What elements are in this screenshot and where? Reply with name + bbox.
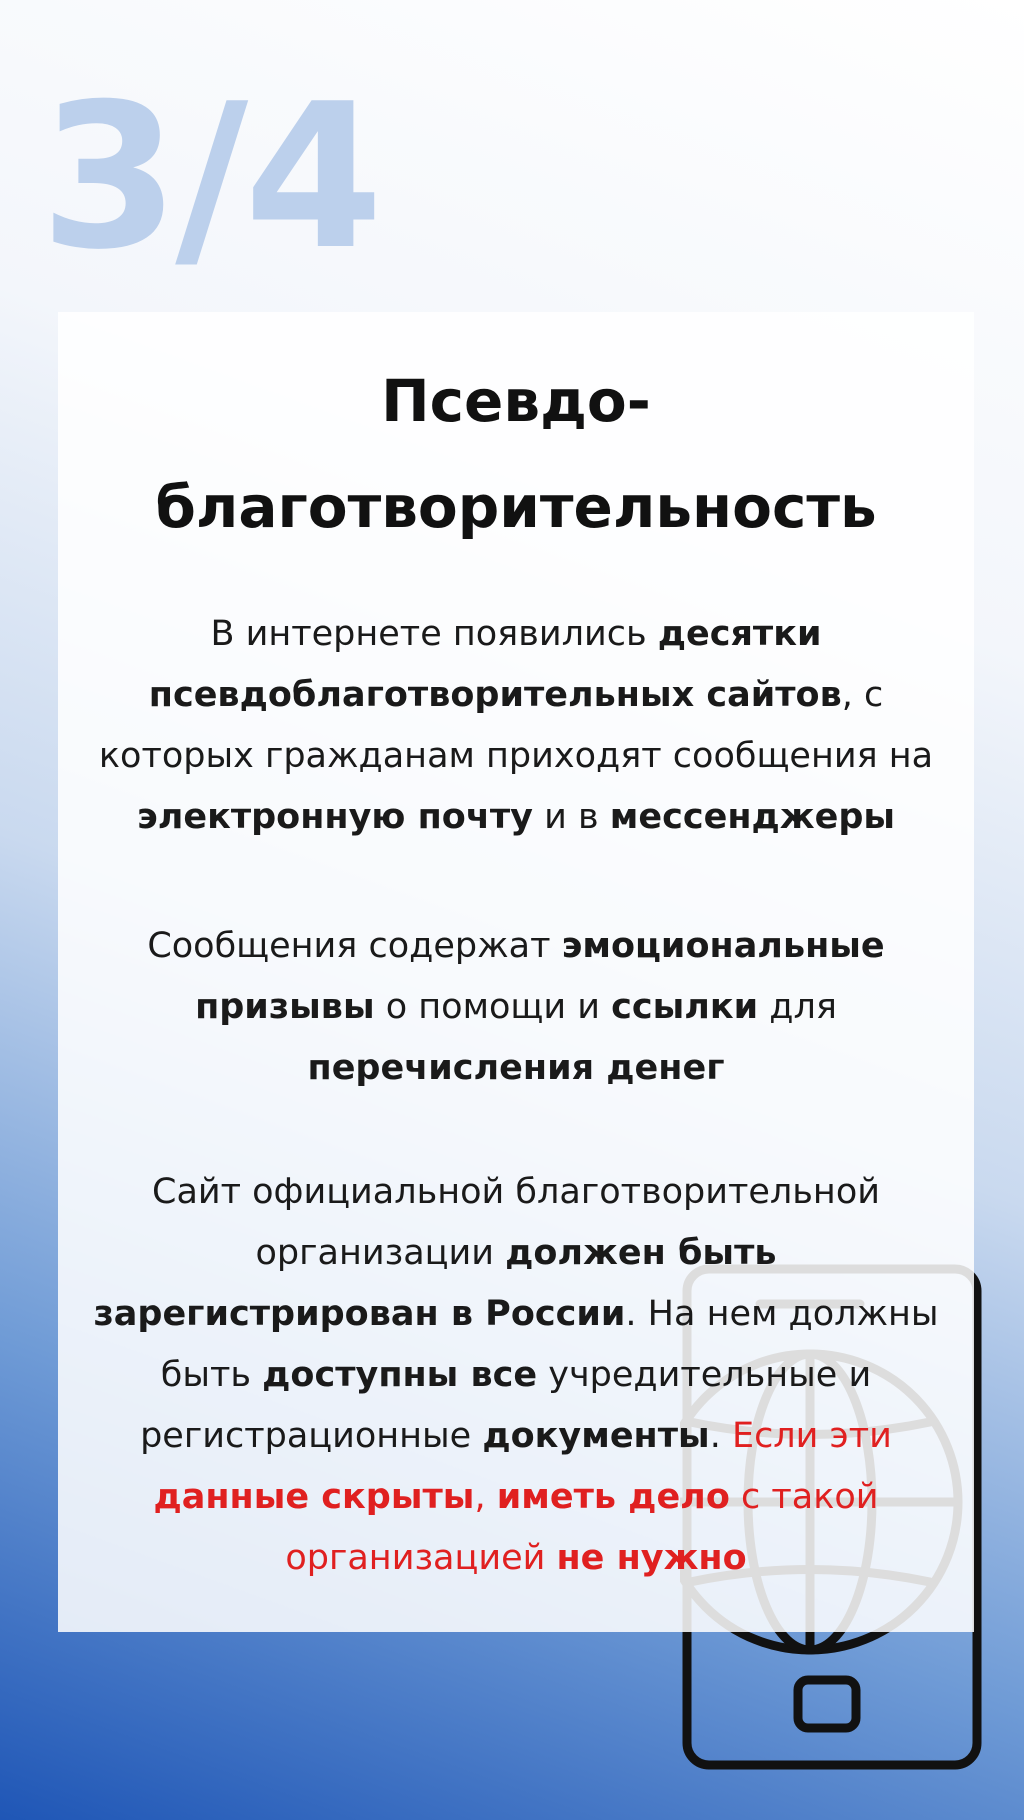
p3-text-4: . xyxy=(709,1416,732,1456)
p1-text-2: , с которых гражданам приходят сообщения на xyxy=(98,675,934,776)
page-title xyxy=(58,348,974,560)
p1-text-1: В интернете появились xyxy=(210,614,658,654)
p3-text-1: Сайт официальной благотворительной организации xyxy=(152,1172,880,1273)
p3-warning-bold-1: данные скрыты xyxy=(153,1477,475,1517)
p2-text-2: о помощи и xyxy=(374,987,612,1027)
p3-warning-text-1: Если эти xyxy=(731,1416,892,1456)
p3-warning-text-3: с такой организацией xyxy=(285,1477,879,1578)
p3-bold-3: документы xyxy=(482,1416,710,1456)
paragraph-2 xyxy=(78,916,954,1099)
p2-text-3: для xyxy=(758,987,837,1027)
title-line-2: благотворительность xyxy=(155,473,877,541)
p3-text-3: учредительные и регистрационные xyxy=(140,1355,872,1456)
p1-bold-2: электронную почту xyxy=(136,797,533,837)
paragraph-1 xyxy=(78,604,954,848)
p2-bold-2: ссылки xyxy=(611,987,759,1027)
title-line-1: Псевдо- xyxy=(381,367,651,435)
paragraph-3 xyxy=(78,1162,954,1589)
p2-bold-3: перечисления денег xyxy=(307,1048,725,1088)
content-card xyxy=(58,312,974,1632)
p3-text-2: . На нем должны быть xyxy=(160,1294,939,1395)
p3-warning-bold-3: не нужно xyxy=(556,1538,747,1578)
p3-warning-text-2: , xyxy=(474,1477,497,1517)
p3-warning-bold-2: иметь дело xyxy=(496,1477,730,1517)
page-number: 3/4 xyxy=(40,61,380,294)
p1-text-3: и в xyxy=(532,797,610,837)
p3-bold-2: доступны все xyxy=(262,1355,538,1395)
p1-bold-3: мессенджеры xyxy=(609,797,896,837)
p1-bold-1: десятки псевдоблаготворительных сайтов xyxy=(148,614,842,715)
p2-bold-1: эмоциональные призывы xyxy=(195,926,885,1027)
p3-bold-1: должен быть зарегистрирован в России xyxy=(93,1233,777,1334)
p2-text-1: Сообщения содержат xyxy=(147,926,562,966)
